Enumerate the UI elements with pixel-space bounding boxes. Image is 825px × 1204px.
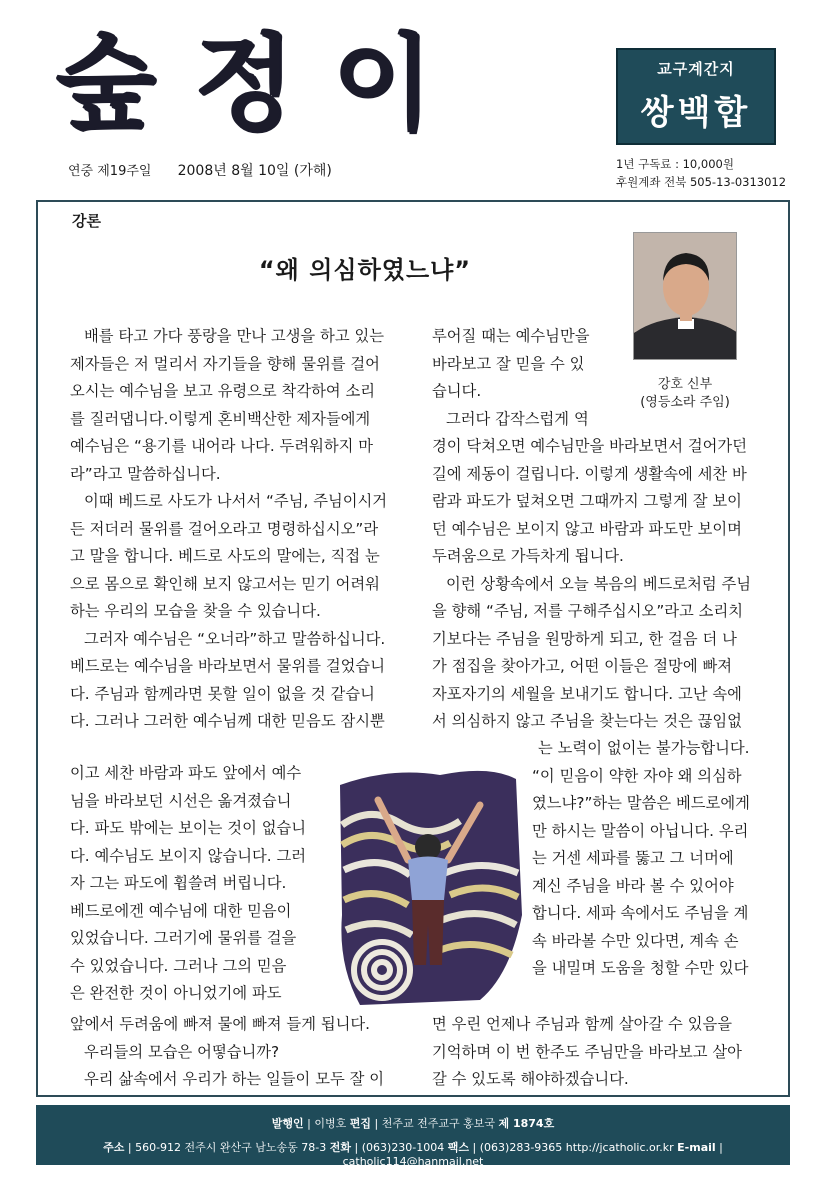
- text-line: 오시는 예수님을 보고 유령으로 착각하여 소리: [70, 382, 376, 400]
- registration-number: 제 1874호: [498, 1117, 555, 1130]
- text-line: 그러자 예수님은 “오너라”하고 말씀하십니다.: [84, 629, 386, 648]
- author-name: 강호 신부: [657, 377, 713, 392]
- text-line: 면 우린 언제나 주님과 함께 살아갈 수 있음을: [432, 1015, 733, 1033]
- left-column-tail: [70, 1011, 400, 1094]
- text-line: 다. 그러나 그러한 예수님께 대한 믿음도 잠시뿐: [70, 712, 385, 730]
- text-line: 합니다. 세파 속에서도 주님을 계: [532, 904, 749, 922]
- editor-name: 천주교 전주교구 홍보국: [381, 1117, 495, 1130]
- text-line: 하는 우리의 모습을 찾을 수 있습니다.: [70, 602, 321, 620]
- text-line: 제자들은 저 멀리서 자기들을 향해 물위를 걸어: [70, 354, 380, 373]
- text-line: 그러다 갑작스럽게 역: [446, 409, 589, 428]
- text-line: 바라보고 잘 믿을 수 있: [432, 354, 585, 373]
- right-column-top: [432, 323, 627, 433]
- text-line: 는 노력이 없이는 불가능합니다.: [538, 739, 750, 757]
- footer-row-contact: 주소 | 560-912 전주시 완산구 남노송동 78-3 전화 | (063)230-1004 팩스 | (063)283-9365 http://jcatholic.or.kr E-mail | catholic114@hanmail.net: [103, 1141, 723, 1168]
- email-label: E-mail: [677, 1141, 716, 1154]
- text-line: 있었습니다. 그러기에 물위를 걸을: [70, 929, 297, 947]
- text-line: 은 완전한 것이 아니었기에 파도: [70, 984, 282, 1002]
- author-role: (영등소라 주임): [640, 395, 730, 410]
- text-line: 기억하며 이 번 한주도 주님만을 바라보고 살아: [432, 1042, 742, 1061]
- text-line: 고 말을 합니다. 베드로 사도의 말에는, 직접 눈: [70, 547, 380, 565]
- text-line: 다. 파도 밖에는 보이는 것이 없습니: [70, 819, 307, 837]
- right-column-tail: [432, 1011, 762, 1094]
- issue-week: 연중 제19주일: [68, 164, 152, 179]
- text-line: 람과 파도가 덮쳐오면 그때까지 그렇게 잘 보이: [432, 492, 742, 510]
- phone-label: 전화: [329, 1141, 352, 1154]
- issue-date: 2008년 8월 10일 (가해): [177, 163, 332, 179]
- author-photo: [633, 232, 737, 360]
- text-line: 이고 세찬 바람과 파도 앞에서 예수: [70, 764, 302, 782]
- text-line: 이때 베드로 사도가 나서서 “주님, 주님이시거: [84, 492, 388, 510]
- text-line: 자포자기의 세월을 보내기도 합니다. 고난 속에: [432, 684, 742, 703]
- left-column-wrapped: [70, 760, 322, 1008]
- text-line: 수 있었습니다. 그러나 그의 믿음: [70, 956, 287, 975]
- publisher-name: 이병호: [314, 1117, 347, 1130]
- section-label: 강론: [72, 212, 101, 230]
- text-line: 라”라고 말씀하십니다.: [70, 464, 221, 483]
- email-link[interactable]: catholic114@hanmail.net: [342, 1155, 484, 1168]
- fax-label: 팩스: [447, 1141, 470, 1154]
- issue-line: [68, 160, 332, 180]
- text-line: 우리들의 모습은 어떻습니까?: [84, 1042, 280, 1061]
- publication-badge: [616, 48, 776, 145]
- waves-illustration: [330, 765, 526, 1010]
- text-line: 를 질러댑니다.이렇게 혼비백산한 제자들에게: [70, 409, 371, 428]
- text-line: 으로 몸으로 확인해 보지 않고서는 믿기 어려워: [70, 574, 380, 593]
- text-line: 자 그는 파도에 휩쓸려 버립니다.: [70, 874, 287, 892]
- article-headline: “왜 의심하였느냐”: [258, 256, 472, 284]
- account-value: 505-13-0313012: [689, 175, 787, 189]
- text-line: 갈 수 있도록 해야하겠습니다.: [432, 1070, 629, 1088]
- text-line: 배를 타고 가다 풍랑을 만나 고생을 하고 있는: [84, 327, 385, 345]
- text-line: 이런 상황속에서 오늘 복음의 베드로처럼 주님: [446, 574, 752, 593]
- fee-value: 10,000원: [682, 157, 734, 171]
- text-line: 습니다.: [432, 382, 482, 400]
- text-line: 기보다는 주님을 원망하게 되고, 한 걸음 더 나: [432, 629, 737, 648]
- badge-subtitle: 교구계간지: [657, 60, 735, 78]
- address: 560-912 전주시 완산구 남노송동 78-3: [135, 1141, 327, 1154]
- text-line: 속 바라볼 수만 있다면, 계속 손: [532, 931, 739, 950]
- text-line: 우리 삶속에서 우리가 하는 일들이 모두 잘 이: [84, 1070, 385, 1088]
- badge-brand: 쌍백합: [640, 93, 752, 133]
- text-line: 루어질 때는 예수님만을: [432, 327, 590, 345]
- text-line: 을 내밀며 도움을 청할 수만 있다: [532, 959, 749, 977]
- text-line: 서 의심하지 않고 주님을 찾는다는 것은 끊임없: [432, 712, 742, 730]
- fax-number: (063)283-9365: [479, 1141, 563, 1154]
- left-column: [70, 323, 400, 736]
- text-line: 다. 주님과 함께라면 못할 일이 없을 것 같습니: [70, 684, 375, 703]
- text-line: 두려움으로 가득차게 됩니다.: [432, 547, 624, 565]
- account-label: 후원계좌 전북: [616, 175, 687, 189]
- newsletter-title: 숲정이: [55, 21, 471, 144]
- website-link[interactable]: http://jcatholic.or.kr: [565, 1141, 674, 1154]
- text-line: 던 예수님은 보이지 않고 바람과 파도만 보이며: [432, 519, 742, 538]
- right-column-wrapped: [532, 735, 764, 983]
- text-line: “이 믿음이 약한 자야 왜 의심하: [532, 766, 742, 785]
- text-line: 다. 예수님도 보이지 않습니다. 그러: [70, 846, 307, 865]
- text-line: 만 하시는 말씀이 아닙니다. 우리: [532, 821, 749, 840]
- text-line: 경이 닥쳐오면 예수님만을 바라보면서 걸어가던: [432, 437, 747, 455]
- text-line: 길에 제동이 걸립니다. 이렇게 생활속에 세찬 바: [432, 464, 747, 483]
- text-line: 을 향해 “주님, 저를 구해주십시오”라고 소리치: [432, 602, 744, 620]
- publisher-label: 발행인: [271, 1117, 304, 1130]
- text-line: 베드로는 예수님을 바라보면서 물위를 걸었습니: [70, 657, 385, 675]
- fee-label: 1년 구독료 :: [616, 157, 679, 171]
- photo-caption: [620, 376, 750, 412]
- address-label: 주소: [103, 1141, 125, 1154]
- footer-row-publisher: 발행인 | 이병호 편집 | 천주교 전주교구 홍보국 제 1874호: [271, 1117, 555, 1130]
- text-line: 앞에서 두려움에 빠져 물에 빠져 들게 됩니다.: [70, 1015, 371, 1033]
- phone-number: (063)230-1004: [361, 1141, 445, 1154]
- text-line: 계신 주님을 바라 볼 수 있어야: [532, 876, 734, 895]
- editor-label: 편집: [349, 1117, 372, 1130]
- subscription-info: [616, 155, 786, 191]
- text-line: 는 거센 세파를 뚫고 그 너머에: [532, 849, 734, 867]
- text-line: 든 저더러 물위를 걸어오라고 명령하십시오”라: [70, 519, 379, 538]
- text-line: 베드로에겐 예수님에 대한 믿음이: [70, 901, 292, 920]
- text-line: 님을 바라보던 시선은 옮겨졌습니: [70, 791, 292, 810]
- text-line: 예수님은 “용기를 내어라 나다. 두려워하지 마: [70, 437, 374, 455]
- right-column: [432, 433, 762, 736]
- text-line: 가 점집을 찾아가고, 어떤 이들은 절망에 빠져: [432, 657, 733, 675]
- text-line: 였느냐?”하는 말씀은 베드로에게: [532, 794, 750, 812]
- publisher-footer: [36, 1105, 790, 1168]
